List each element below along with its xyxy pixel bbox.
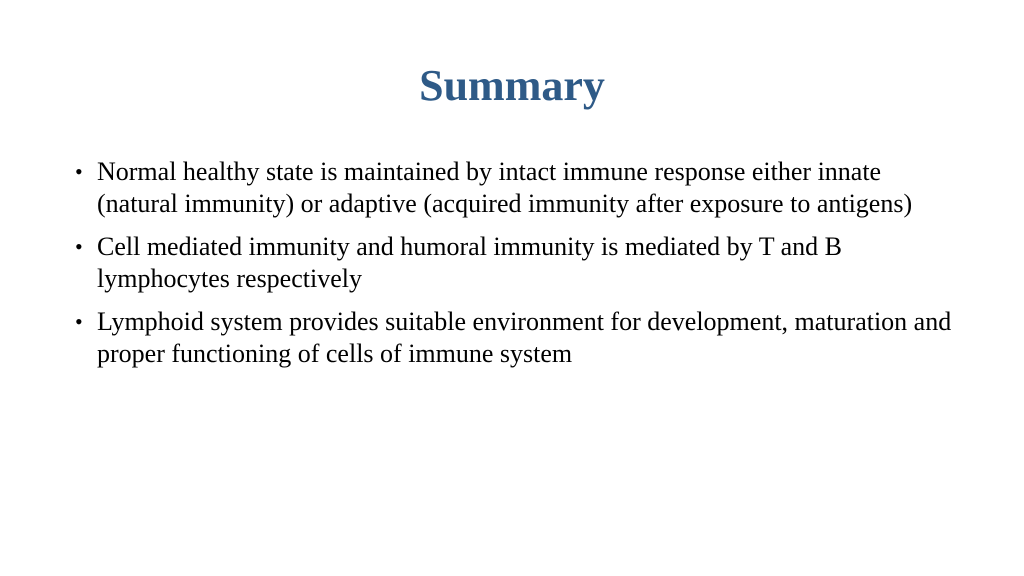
bullet-marker: • bbox=[75, 159, 83, 184]
bullet-marker: • bbox=[75, 234, 83, 259]
bullet-item bbox=[72, 306, 952, 370]
bullet-marker: • bbox=[75, 309, 83, 334]
bullet-item bbox=[72, 231, 952, 295]
bullet-item bbox=[72, 156, 952, 220]
slide-title: Summary bbox=[419, 61, 605, 110]
bullet-text: Lymphoid system provides suitable environment for development, maturation and proper functioning of cells of immune system bbox=[97, 307, 952, 368]
bullet-list bbox=[72, 156, 952, 381]
bullet-text: Cell mediated immunity and humoral immunity is mediated by T and B lymphocytes respectively bbox=[97, 232, 842, 293]
bullet-text: Normal healthy state is maintained by intact immune response either innate (natural immunity) or adaptive (acquired immunity after exposure to antigens) bbox=[97, 157, 913, 218]
